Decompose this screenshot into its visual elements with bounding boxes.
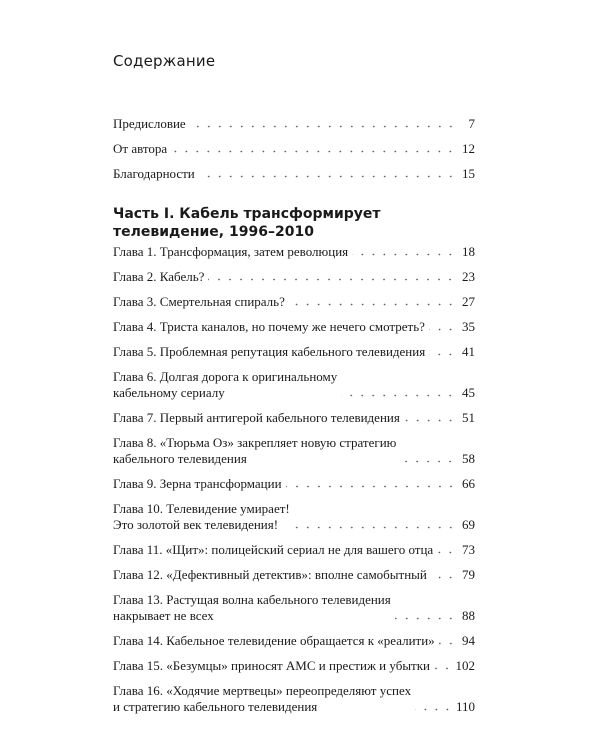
- entry-page-number: 45: [462, 385, 475, 400]
- dot-leader: [437, 551, 456, 554]
- dot-leader: [434, 667, 452, 670]
- dot-leader: [199, 175, 456, 178]
- entry-title: Глава 2. Кабель?: [113, 269, 205, 284]
- dot-leader: [429, 353, 456, 356]
- dot-leader: [400, 460, 456, 463]
- entry-page-number: 35: [462, 319, 475, 334]
- entry-title: Глава 1. Трансформация, затем революция: [113, 244, 349, 259]
- part-title: Часть I. Кабель трансформирует телевидение, 1996–2010: [113, 206, 381, 240]
- toc-entry-chapter: [113, 658, 475, 674]
- dot-leader: [431, 576, 456, 579]
- entry-title: Глава 13. Растущая волна кабельного телевидения накрывает не всех: [113, 592, 391, 623]
- dot-leader: [429, 328, 456, 331]
- entry-page-number: 7: [468, 116, 475, 131]
- toc-entry-chapter: [113, 633, 475, 649]
- entry-page-number: 73: [462, 542, 475, 557]
- toc-entry-chapter: [113, 319, 475, 335]
- toc-entry-chapter: [113, 683, 475, 715]
- entry-title: Предисловие: [113, 116, 186, 131]
- entry-page-number: 41: [462, 344, 475, 359]
- toc-entry-chapter: [113, 369, 475, 401]
- dot-leader: [286, 485, 456, 488]
- dot-leader: [208, 278, 456, 281]
- chapter-list: [113, 244, 475, 724]
- entry-title: Глава 12. «Дефективный детектив»: вполне самобытный: [113, 567, 427, 582]
- entry-page-number: 23: [462, 269, 475, 284]
- dot-leader: [439, 642, 456, 645]
- toc-entry-acknowledgements: [113, 166, 475, 182]
- entry-page-number: 12: [462, 141, 475, 156]
- dot-leader: [289, 303, 456, 306]
- toc-entry-from-author: [113, 141, 475, 157]
- entry-title: Глава 10. Телевидение умирает! Это золотой век телевидения!: [113, 501, 290, 532]
- dot-leader: [395, 617, 456, 620]
- entry-title: Глава 11. «Щит»: полицейский сериал не для вашего отца: [113, 542, 434, 557]
- dot-leader: [341, 394, 456, 397]
- entry-title: Глава 14. Кабельное телевидение обращается к «реалити»: [113, 633, 435, 648]
- entry-title: Глава 8. «Тюрьма Оз» закрепляет новую стратегию кабельного телевидения: [113, 435, 397, 466]
- entry-title: От автора: [113, 141, 168, 156]
- entry-page-number: 51: [462, 410, 475, 425]
- entry-title: Глава 3. Смертельная спираль?: [113, 294, 285, 309]
- dot-leader: [190, 125, 456, 128]
- entry-page-number: 94: [462, 633, 475, 648]
- toc-entry-chapter: [113, 294, 475, 310]
- entry-page-number: 102: [455, 658, 475, 673]
- toc-entry-preface: [113, 116, 475, 132]
- entry-title: Глава 5. Проблемная репутация кабельного телевидения: [113, 344, 426, 359]
- toc-entry-chapter: [113, 435, 475, 467]
- page-title: Содержание: [113, 52, 216, 70]
- toc-entry-chapter: [113, 476, 475, 492]
- dot-leader: [294, 526, 456, 529]
- toc-entry-chapter: [113, 592, 475, 624]
- front-matter-list: [113, 116, 475, 191]
- toc-entry-chapter: [113, 501, 475, 533]
- entry-page-number: 110: [455, 699, 475, 714]
- dot-leader: [171, 150, 456, 153]
- entry-page-number: 58: [462, 451, 475, 466]
- entry-title: Глава 4. Триста каналов, но почему же нечего смотреть?: [113, 319, 425, 334]
- toc-entry-chapter: [113, 567, 475, 583]
- entry-title: Глава 15. «Безумцы» приносят AMC и престиж и убытки: [113, 658, 431, 673]
- dot-leader: [352, 253, 456, 256]
- toc-entry-chapter: [113, 244, 475, 260]
- entry-page-number: 79: [462, 567, 475, 582]
- entry-title: Глава 16. «Ходячие мертвецы» переопределяют успех и стратегию кабельного телевидения: [113, 683, 412, 714]
- entry-page-number: 18: [462, 244, 475, 259]
- entry-page-number: 69: [462, 517, 475, 532]
- entry-title: Глава 6. Долгая дорога к оригинальному кабельному сериалу: [113, 369, 338, 400]
- entry-title: Глава 7. Первый антигерой кабельного телевидения: [113, 410, 400, 425]
- toc-entry-chapter: [113, 344, 475, 360]
- toc-entry-chapter: [113, 410, 475, 426]
- dot-leader: [415, 708, 453, 711]
- dot-leader: [404, 419, 456, 422]
- entry-page-number: 27: [462, 294, 475, 309]
- entry-title: Благодарности: [113, 166, 195, 181]
- toc-entry-chapter: [113, 269, 475, 285]
- toc-entry-chapter: [113, 542, 475, 558]
- entry-page-number: 66: [462, 476, 475, 491]
- entry-page-number: 15: [462, 166, 475, 181]
- entry-page-number: 88: [462, 608, 475, 623]
- entry-title: Глава 9. Зерна трансформации: [113, 476, 282, 491]
